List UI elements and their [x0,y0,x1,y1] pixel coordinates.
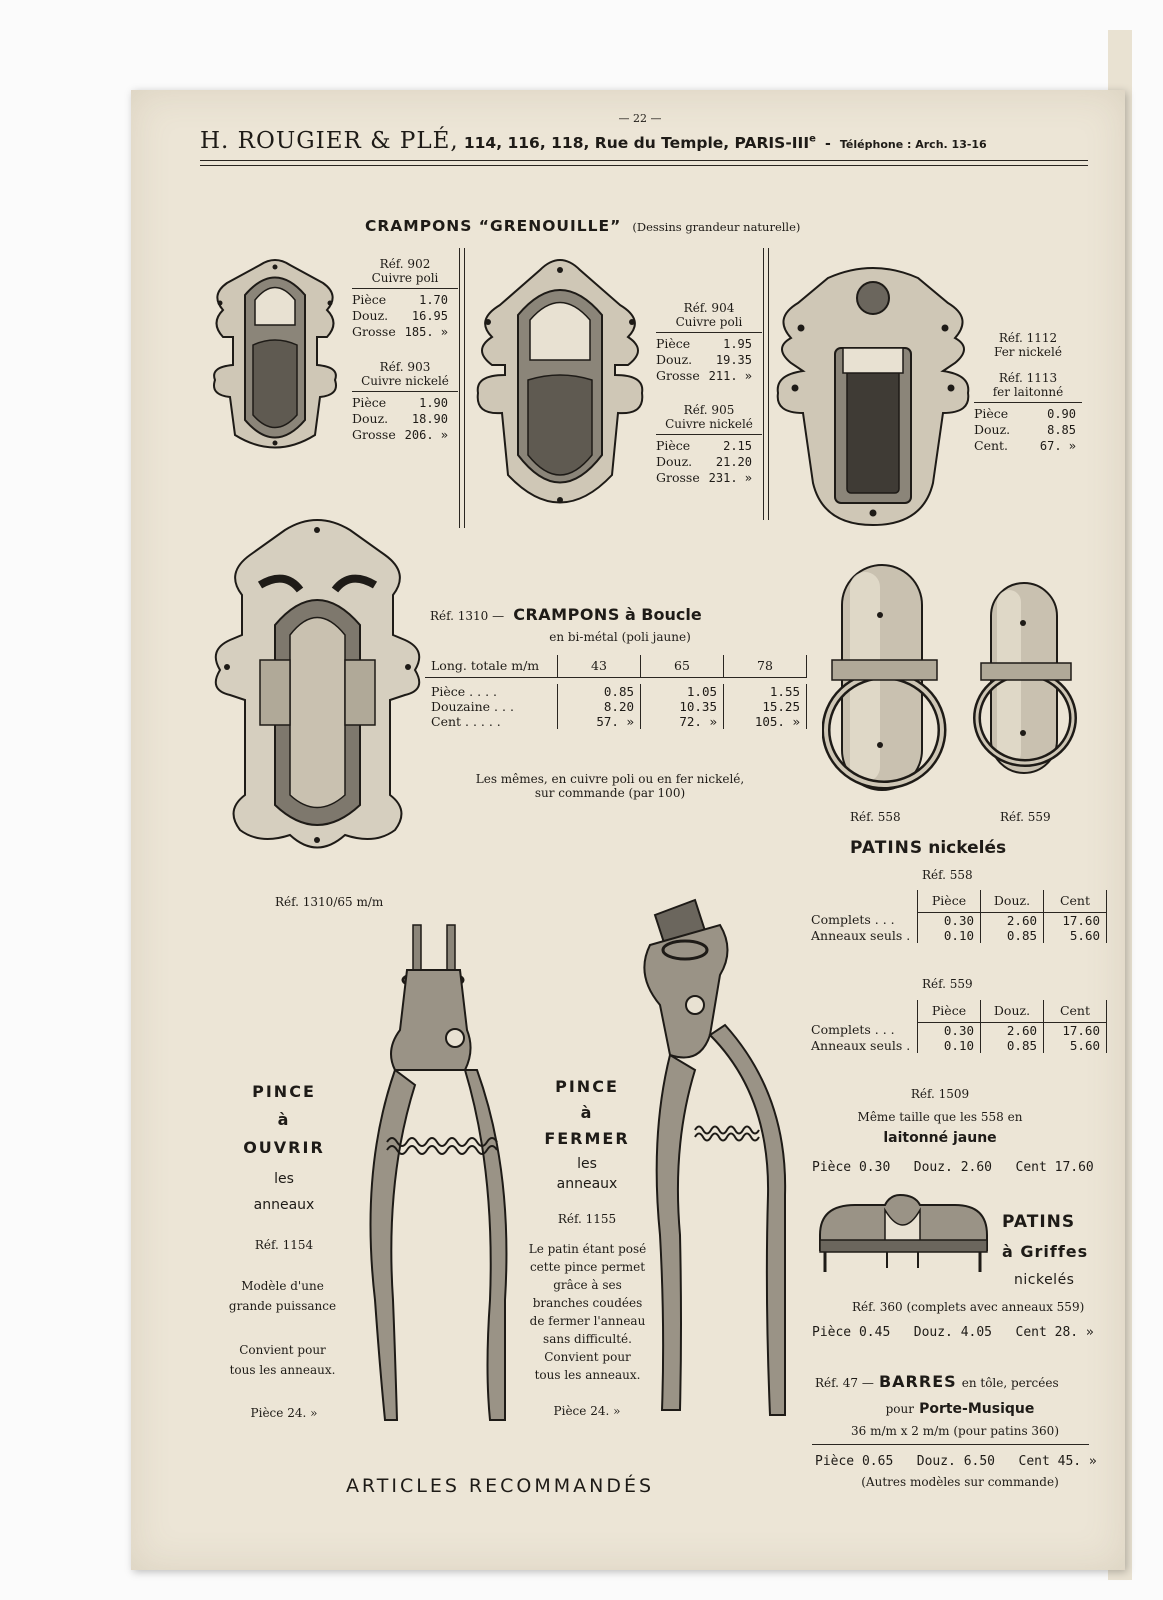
table-row: Douzaine . . . 8.20 10.35 15.25 [425,699,807,714]
column-header: Pièce [918,1000,981,1022]
griffes-subtitle: à Griffes [1002,1242,1089,1261]
barres-use: pour Porte-Musique [885,1401,1035,1417]
column-header: Cent [1044,890,1107,912]
barres-note: (Autres modèles sur commande) [861,1475,1059,1489]
boucle-note: Les mêmes, en cuivre poli ou en fer nickelé, sur commande (par 100) [475,772,745,800]
barres-size: 36 m/m x 2 m/m (pour patins 360) [851,1424,1059,1438]
ref-903-block: Réf. 903 Cuivre nickelé Pièce 1.90 Douz. 18.90 Grosse 206. » [352,360,458,443]
price-row: Cent. 67. » [974,438,1076,453]
patins-table-558-ref: Réf. 558 [922,868,973,882]
griffes-ref: Réf. 360 (complets avec anneaux 559) [852,1300,1085,1314]
patins-table-559 [805,1000,1107,1053]
pince-ouvrir-subtitle: les anneaux [253,1171,315,1213]
ref-1113-block: Réf. 1113 fer laitonné Pièce 0.90 Douz. 8.85 Cent. 67. » [974,371,1082,454]
pince-ouvrir-desc: Modèle d'une grande puissance [228,1279,337,1313]
column-divider [763,248,764,520]
ref-905-block: Réf. 905 Cuivre nickelé Pièce 2.15 Douz. 21.20 Grosse 231. » [656,403,762,486]
price-row: Pièce 1.95 [656,336,752,351]
price-row: Douz. 8.85 [974,422,1076,437]
table-row: Anneaux seuls . 0.10 0.85 5.60 [805,1038,1107,1053]
ref-1509-desc: Même taille que les 558 en [857,1110,1023,1124]
grenouille-title: CRAMPONS “GRENOUILLE” (Dessins grandeur naturelle) [365,217,801,235]
column-header: Pièce [918,890,981,912]
ref-904-block: Réf. 904 Cuivre poli Pièce 1.95 Douz. 19.35 Grosse 211. » [656,301,762,384]
price-row: Pièce 1.70 [352,292,448,307]
price-row: Grosse 211. » [656,368,752,383]
patin-griffes-illustration [815,1190,990,1275]
patins-title: PATINS nickelés [850,838,1007,858]
ref-1509-price: Pièce 0.30 Douz. 2.60 Cent 17.60 [812,1160,1094,1175]
pince-fermer-price: Pièce 24. » [553,1404,621,1418]
boucle-title: Réf. 1310 — CRAMPONS à Boucle [430,605,702,624]
column-header: 78 [724,655,807,677]
patin-558-label: Réf. 558 [850,810,901,824]
barres-title: Réf. 47 — BARRES en tôle, percées [815,1372,1059,1391]
pince-fermer-ref: Réf. 1155 [557,1212,617,1226]
ref-1509-finish: laitonné jaune [883,1130,997,1146]
header-rule [200,160,1088,161]
patins-table-559-ref: Réf. 559 [922,977,973,991]
patin-558-illustration [822,560,952,800]
column-header: Douz. [981,1000,1044,1022]
column-header: 65 [641,655,724,677]
column-header: Douz. [981,890,1044,912]
column-divider [459,248,460,528]
ref-1509: Réf. 1509 [910,1087,970,1101]
pince-ouvrir-illustration [355,920,525,1435]
column-header: Long. totale m/m [431,658,540,674]
price-row: Grosse 231. » [656,470,752,485]
price-row: Douz. 19.35 [656,352,752,367]
price-row: Pièce 0.90 [974,406,1076,421]
table-row: Complets . . . 0.30 2.60 17.60 [805,1022,1107,1038]
table-row: Cent . . . . . 57. » 72. » 105. » [425,714,807,729]
pince-fermer-title: PINCE à FERMER [544,1077,630,1148]
price-row: Pièce 1.90 [352,395,448,410]
company-address: 114, 116, 118, Rue du Temple, PARIS-III [463,134,810,152]
patin-559-label: Réf. 559 [1000,810,1051,824]
pince-ouvrir-desc2: Convient pour tous les anneaux. [229,1343,336,1377]
table-row: Complets . . . 0.30 2.60 17.60 [805,912,1107,928]
pince-fermer-desc: Le patin étant posé cette pince permet grâce à ses branches coudées de fermer l'anneau sans difficulté. Convient pour tous les anneaux. [528,1242,647,1382]
pince-fermer-illustration [640,895,790,1440]
ref-902-block: Réf. 902 Cuivre poli Pièce 1.70 Douz. 16.95 Grosse 185. » [352,257,458,340]
column-header: 43 [558,655,641,677]
pince-fermer-subtitle: les anneaux [556,1156,618,1192]
table-row: Pièce . . . . 0.85 1.05 1.55 [425,684,807,699]
price-row: Douz. 18.90 [352,411,448,426]
crampon-1310-illustration [205,515,430,860]
pince-ouvrir-price: Pièce 24. » [250,1406,318,1420]
company-name: H. ROUGIER & PLÉ, [200,128,459,154]
page-number: — 22 — [618,112,662,125]
pince-ouvrir-ref: Réf. 1154 [254,1238,314,1252]
price-row: Grosse 185. » [352,324,448,339]
boucle-price-table [425,655,807,729]
griffes-finish: nickelés [1014,1272,1075,1288]
page-header: H. ROUGIER & PLÉ, 114, 116, 118, Rue du Temple, PARIS-IIIe - Téléphone : Arch. 13-16 [200,128,987,154]
column-header: Cent [1044,1000,1107,1022]
barres-price: Pièce 0.65 Douz. 6.50 Cent 45. » [815,1454,1097,1469]
price-row: Douz. 16.95 [352,308,448,323]
crampon-902-illustration [205,255,345,455]
price-row: Douz. 21.20 [656,454,752,469]
figure-ref-1310-65: Réf. 1310/65 m/m [275,895,384,909]
griffes-price: Pièce 0.45 Douz. 4.05 Cent 28. » [812,1325,1094,1340]
crampon-1112-illustration [773,263,973,533]
price-row: Pièce 2.15 [656,438,752,453]
price-row: Grosse 206. » [352,427,448,442]
footer-recommended: ARTICLES RECOMMANDÉS [345,1475,655,1497]
table-row: Anneaux seuls . 0.10 0.85 5.60 [805,928,1107,943]
pince-ouvrir-title: PINCE à OUVRIR [243,1082,325,1157]
griffes-title: PATINS [1002,1212,1076,1232]
ref-1112-block: Réf. 1112 Fer nickelé [994,331,1062,359]
crampon-904-illustration [470,255,650,520]
boucle-subtitle: en bi-métal (poli jaune) [549,630,691,644]
patins-table-558 [805,890,1107,943]
patin-559-illustration [973,578,1083,783]
company-phone: Téléphone : Arch. 13-16 [839,138,987,151]
